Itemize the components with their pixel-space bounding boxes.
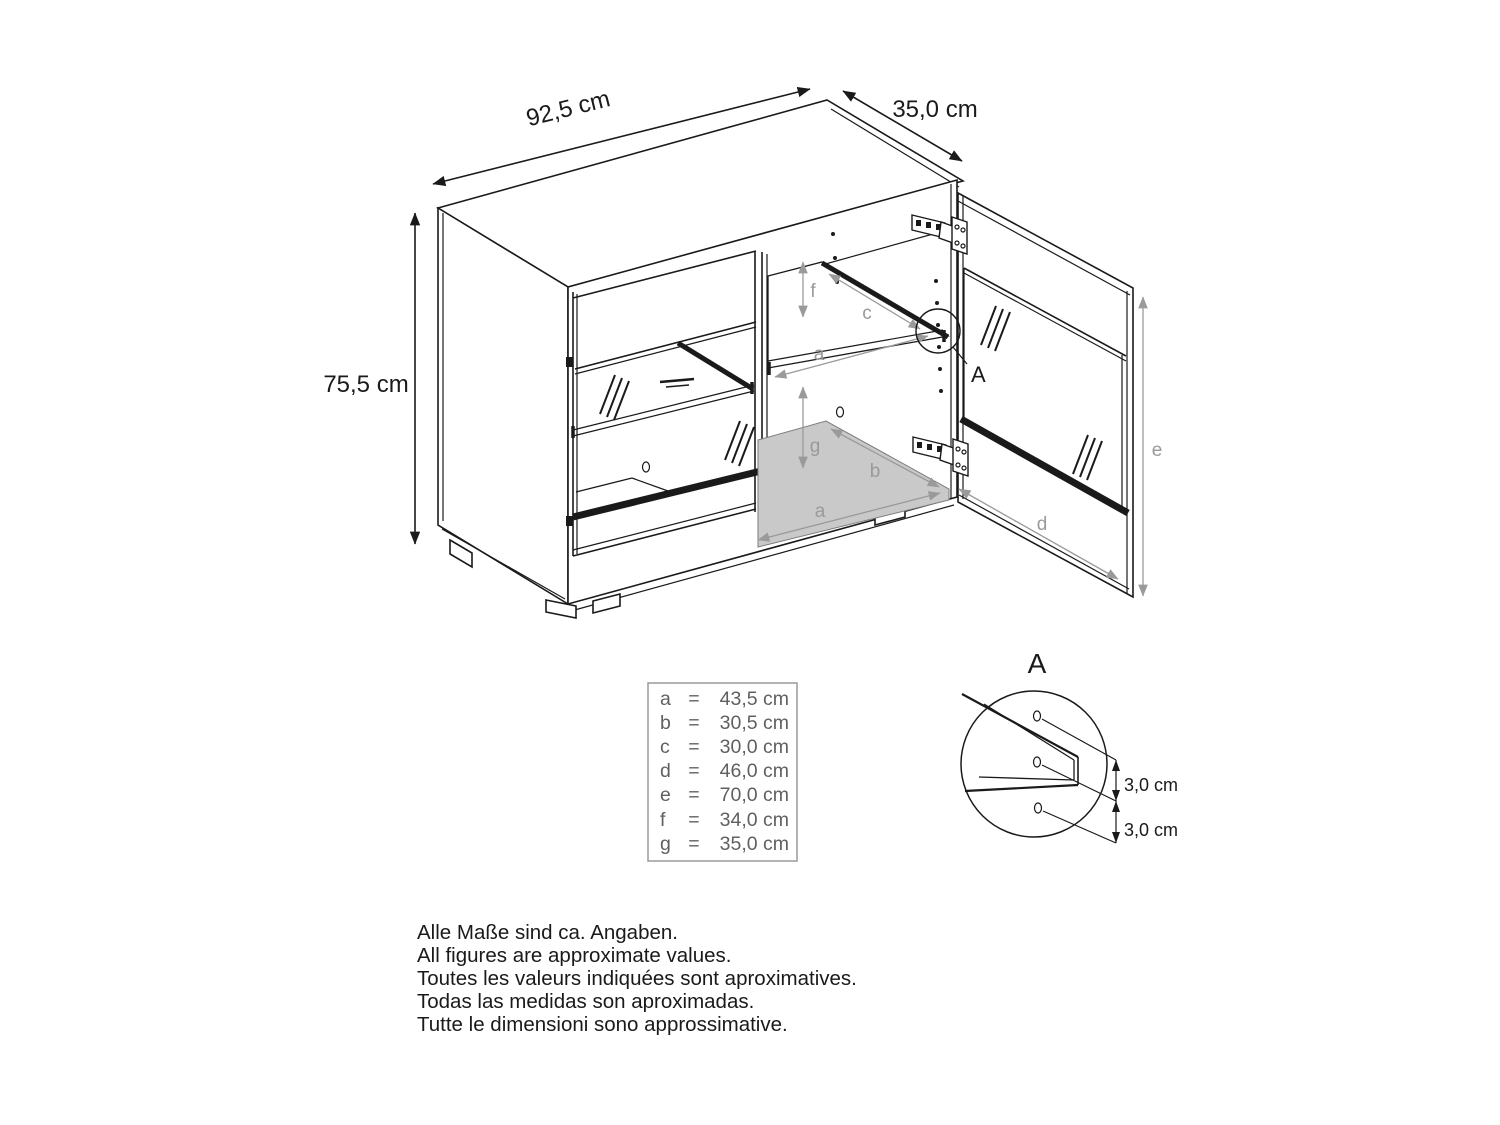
legend-value: 70,0 cm (719, 784, 789, 806)
detail-title: A (1027, 648, 1047, 679)
depth-dimension-label: 35,0 cm (892, 96, 978, 123)
left-door-hinge-mark-bottom (566, 516, 573, 526)
legend-key: b (660, 712, 671, 734)
detail-shelf-edge (962, 694, 1078, 791)
detail-dim-label-bottom: 3,0 cm (1124, 820, 1179, 840)
label-g: g (809, 436, 821, 457)
detail-dim-label-top: 3,0 cm (1124, 775, 1179, 795)
legend-value: 46,0 cm (719, 760, 789, 782)
disclaimer-line: Todas las medidas son aproximadas. (417, 990, 755, 1013)
legend-value: 35,0 cm (719, 833, 789, 855)
legend-equals: = (688, 712, 700, 734)
legend-equals: = (688, 688, 700, 710)
legend-equals: = (688, 784, 700, 806)
disclaimer-line: Toutes les valeurs indiquées sont aproximatives. (417, 967, 857, 990)
legend-value: 30,5 cm (719, 712, 789, 734)
legend-value: 43,5 cm (719, 688, 789, 710)
disclaimer (417, 921, 857, 1036)
legend-key: d (660, 760, 671, 782)
disclaimer-line: All figures are approximate values. (417, 944, 732, 967)
label-a-lower: a (814, 501, 826, 522)
legend-table (648, 683, 797, 861)
legend-key: f (660, 809, 666, 831)
legend-equals: = (688, 760, 700, 782)
height-dimension (323, 213, 415, 544)
legend-equals: = (688, 809, 700, 831)
legend-key: g (660, 833, 671, 855)
open-right-door (958, 193, 1162, 597)
height-dimension-label: 75,5 cm (323, 371, 409, 398)
label-e: e (1151, 440, 1163, 461)
detail-dimension (1042, 719, 1178, 843)
width-dimension-label: 92,5 cm (523, 85, 613, 133)
label-f: f (810, 281, 816, 302)
legend-key: e (660, 784, 671, 806)
legend-key: c (660, 736, 670, 758)
legend-value: 30,0 cm (719, 736, 789, 758)
legend-value: 34,0 cm (719, 809, 789, 831)
label-d: d (1036, 514, 1048, 535)
disclaimer-line: Alle Maße sind ca. Angaben. (417, 921, 678, 944)
detail-holes (1034, 711, 1042, 813)
legend-equals: = (688, 736, 700, 758)
left-door-hinge-mark-top (566, 357, 573, 367)
detail-marker-label: A (971, 362, 986, 387)
label-c: c (862, 303, 872, 324)
legend-equals: = (688, 833, 700, 855)
detail-view-a (961, 648, 1178, 843)
label-b: b (869, 461, 881, 482)
label-a-upper: a (813, 344, 825, 365)
legend-key: a (660, 688, 671, 710)
disclaimer-line: Tutte le dimensioni sono approssimative. (417, 1013, 788, 1036)
